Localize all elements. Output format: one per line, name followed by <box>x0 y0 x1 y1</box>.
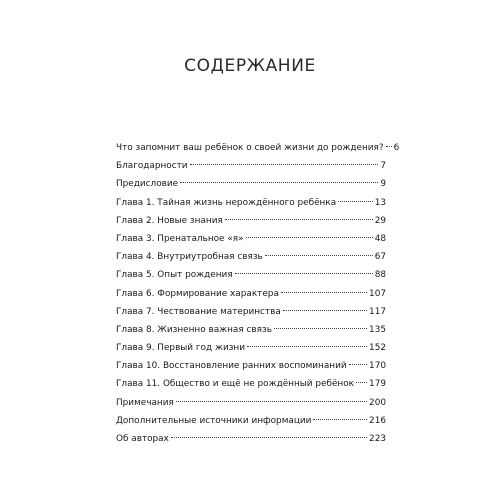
toc-leader-dots <box>246 237 373 238</box>
toc-leader-dots <box>265 255 373 256</box>
toc-entry-page: 179 <box>369 379 386 390</box>
toc-entry-label: Глава 11. Общество и ещё не рождённый ребёнок <box>116 379 355 390</box>
toc-leader-dots <box>349 364 367 365</box>
toc-entry-page: 152 <box>369 343 386 354</box>
toc-entry <box>116 266 386 284</box>
toc-entry-label: Глава 10. Восстановление ранних воспоминаний <box>116 361 347 372</box>
table-of-contents <box>116 139 400 448</box>
toc-entry-label: Дополнительные источники информации <box>116 415 312 426</box>
toc-entry <box>116 321 386 339</box>
toc-entry-page: 117 <box>369 306 386 317</box>
toc-leader-dots <box>313 419 367 420</box>
toc-entry <box>116 285 386 303</box>
toc-leader-dots <box>247 346 367 347</box>
toc-entry-label: Глава 4. Внутриутробная связь <box>116 252 263 263</box>
toc-entry-page: 216 <box>369 415 386 426</box>
toc-entry <box>116 230 386 248</box>
toc-entry-label: Что запомнит ваш ребёнок о своей жизни до рождения? <box>116 143 384 153</box>
toc-entry <box>116 194 386 212</box>
toc-entry-page: 67 <box>374 252 386 263</box>
toc-entry-page: 7 <box>380 161 386 172</box>
toc-entry-label: Благодарности <box>116 161 188 172</box>
toc-leader-dots <box>190 164 379 165</box>
toc-entry <box>116 412 386 430</box>
toc-entry <box>116 357 386 375</box>
toc-entry-label: Глава 8. Жизненно важная связь <box>116 324 272 335</box>
toc-entry-page: 13 <box>374 197 386 208</box>
toc-leader-dots <box>225 219 373 220</box>
toc-entry-label: Глава 9. Первый год жизни <box>116 343 245 354</box>
toc-leader-dots <box>176 401 367 402</box>
toc-entry <box>116 175 386 193</box>
toc-entry-label: Глава 6. Формирование характера <box>116 288 279 299</box>
toc-leader-dots <box>386 146 392 147</box>
toc-leader-dots <box>180 182 378 183</box>
toc-entry <box>116 375 386 393</box>
toc-entry-page: 135 <box>369 324 386 335</box>
toc-leader-dots <box>356 382 367 383</box>
toc-entry-label: Предисловие <box>116 179 179 190</box>
toc-entry-page: 88 <box>374 270 386 281</box>
toc-entry <box>116 139 400 157</box>
toc-entry-page: 223 <box>369 434 386 444</box>
toc-entry-page: 6 <box>393 143 400 153</box>
toc-entry-page: 48 <box>374 233 386 244</box>
toc-entry-page: 107 <box>369 288 386 299</box>
toc-entry-label: Глава 2. Новые знания <box>116 215 223 226</box>
toc-entry <box>116 303 386 321</box>
toc-entry-label: Об авторах <box>116 434 169 444</box>
toc-entry <box>116 212 386 230</box>
page-title: СОДЕРЖАНИЕ <box>184 56 316 76</box>
toc-entry-label: Примечания <box>116 397 174 408</box>
toc-entry-label: Глава 1. Тайная жизнь нерождённого ребёнка <box>116 197 337 208</box>
toc-entry-page: 9 <box>380 179 386 190</box>
toc-entry <box>116 248 386 266</box>
toc-entry-page: 170 <box>369 361 386 372</box>
toc-entry <box>116 430 386 448</box>
toc-leader-dots <box>171 437 367 438</box>
toc-leader-dots <box>235 273 373 274</box>
toc-entry-page: 29 <box>374 215 386 226</box>
toc-entry <box>116 394 386 412</box>
toc-entry-page: 200 <box>369 397 386 408</box>
toc-entry-label: Глава 3. Пренатальное «я» <box>116 233 244 244</box>
toc-entry <box>116 339 386 357</box>
toc-leader-dots <box>274 328 367 329</box>
toc-leader-dots <box>338 201 373 202</box>
toc-leader-dots <box>281 292 367 293</box>
toc-entry-label: Глава 7. Чествование материнства <box>116 306 281 317</box>
toc-leader-dots <box>283 310 367 311</box>
toc-entry <box>116 157 386 175</box>
toc-entry-label: Глава 5. Опыт рождения <box>116 270 233 281</box>
